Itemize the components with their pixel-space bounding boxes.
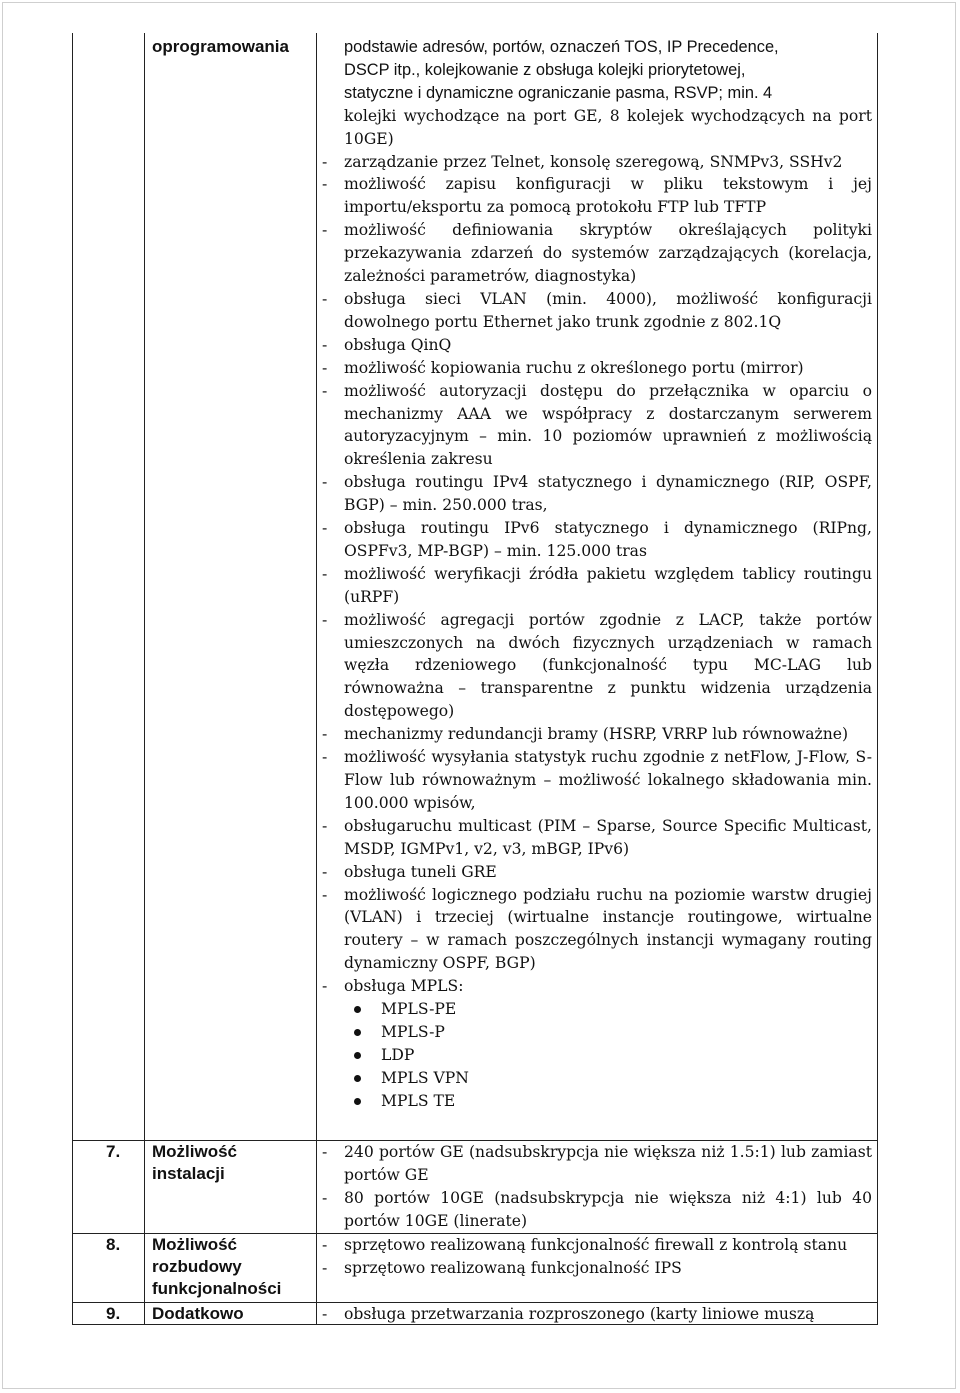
list-item: - możliwość wysyłania statystyk ruchu zgodnie z netFlow, J-Flow, S-Flow lub równoważnym – możliwość lokalnego składowania min. 100.000 wpisów, (322, 748, 872, 812)
list-item: - możliwość zapisu konfiguracji w pliku tekstowym i jej importu/eksportu za pomocą protokołu FTP lub TFTP (322, 175, 872, 217)
bullet-item: LDP (344, 1044, 872, 1067)
row-title-mozliwosc-instalacji: Możliwość instalacji (152, 1142, 238, 1183)
row-title-dodatkowo: Dodatkowo (152, 1304, 244, 1323)
bullet-dot-icon (354, 1098, 361, 1105)
row-title-oprogramowania: oprogramowania (152, 37, 289, 56)
intro-continuation: kolejki wychodzące na port GE, 8 kolejek wychodzących na port 10GE) (344, 106, 872, 148)
mpls-bullet-list (322, 998, 872, 1113)
row9-content (322, 1303, 872, 1326)
row-number-9: 9. (106, 1304, 121, 1323)
bullet-item: MPLS VPN (344, 1067, 872, 1090)
bullet-item: MPLS TE (344, 1090, 872, 1113)
list-item: - możliwość definiowania skryptów określających polityki przekazywania zdarzeń do systemów zarządzających (korelacja, zależności parametrów, diagnostyka) (322, 221, 872, 286)
list-item: - możliwość kopiowania ruchu z określonego portu (mirror) (322, 358, 804, 377)
bullet-dot-icon (354, 1052, 361, 1059)
list-item: - obsługa tuneli GRE (322, 862, 497, 881)
column-divider-1 (144, 33, 145, 1325)
bullet-item: MPLS-PE (344, 998, 872, 1021)
bullet-dot-icon (354, 1075, 361, 1082)
intro-line-3: statyczne i dynamiczne ograniczanie pasma, RSVP; min. 4 (344, 83, 773, 102)
row7-content (322, 1141, 872, 1233)
list-item: - 240 portów GE (nadsubskrypcja nie większa niż 1.5:1) lub zamiast portów GE (322, 1143, 872, 1184)
list-item-mpls: - obsługa MPLS: (322, 977, 464, 996)
column-divider-2 (316, 33, 317, 1325)
row-title-mozliwosc-rozbudowy: Możliwość rozbudowy funkcjonalności (152, 1235, 282, 1298)
row-number-7: 7. (106, 1142, 121, 1161)
list-item: - obsługa routingu IPv4 statycznego i dynamicznego (RIP, OSPF, BGP) – min. 250.000 tras, (322, 473, 872, 515)
list-item: - mechanizmy redundancji bramy (HSRP, VRRP lub równoważne) (322, 725, 849, 744)
list-item: - możliwość weryfikacji źródła pakietu względem tablicy routingu (uRPF) (322, 564, 872, 606)
list-item: - obsługa QinQ (322, 335, 452, 354)
list-item: - zarządzanie przez Telnet, konsolę szeregową, SNMPv3, SSHv2 (322, 152, 843, 171)
list-item: - możliwość logicznego podziału ruchu na poziomie warstw drugiej (VLAN) i trzeciej (wirtualne instancje routingowe, wirtualne routery – w ramach poszczególnych instancji wymagany routing dynamiczny OSPF, BGP) (322, 885, 872, 973)
list-item: - możliwość agregacji portów zgodnie z LACP, także portów umieszczonych na dwóch fizycznych urządzeniach w ramach węzła rdzeniowego (funkcjonalność typu MC-LAG lub równoważna – transparentne z punktu widzenia urządzenia dostępowego) (322, 610, 872, 721)
list-item: - obsługaruchu multicast (PIM – Sparse, Source Specific Multicast, MSDP, IGMPv1, v2, v3, mBGP, IPv6) (322, 816, 872, 858)
bullet-item: MPLS-P (344, 1021, 872, 1044)
list-item: - sprzętowo realizowaną funkcjonalność firewall z kontrolą stanu (322, 1236, 848, 1254)
intro-line-1: podstawie adresów, portów, oznaczeń TOS, IP Precedence, (344, 38, 779, 56)
list-item: - obsługa sieci VLAN (min. 4000), możliwość konfiguracji dowolnego portu Ethernet jako trunk zgodnie z 802.1Q (322, 289, 872, 331)
intro-line-2: DSCP itp., kolejkowanie z obsługa kolejki priorytetowej, (344, 60, 746, 79)
bullet-dot-icon (354, 1006, 361, 1013)
list-item: - 80 portów 10GE (nadsubskrypcja nie większa niż 4:1) lub 40 portów 10GE (linerate) (322, 1188, 872, 1230)
row8-content (322, 1234, 872, 1280)
list-item: - obsługa przetwarzania rozproszonego (karty liniowe muszą (322, 1305, 815, 1323)
requirements-content (322, 36, 872, 1113)
list-item: - obsługa routingu IPv6 statycznego i dynamicznego (RIPng, OSPFv3, MP-BGP) – min. 125.000 tras (322, 519, 872, 560)
list-item: - sprzętowo realizowaną funkcjonalność IPS (322, 1258, 682, 1277)
bullet-dot-icon (354, 1029, 361, 1036)
list-item: - możliwość autoryzacji dostępu do przełącznika w oparciu o mechanizmy AAA we współpracy z dostarczanym serwerem autoryzacyjnym – min. 10 poziomów uprawnień z możliwością określenia zakresu (322, 381, 872, 469)
row-number-8: 8. (106, 1235, 121, 1254)
